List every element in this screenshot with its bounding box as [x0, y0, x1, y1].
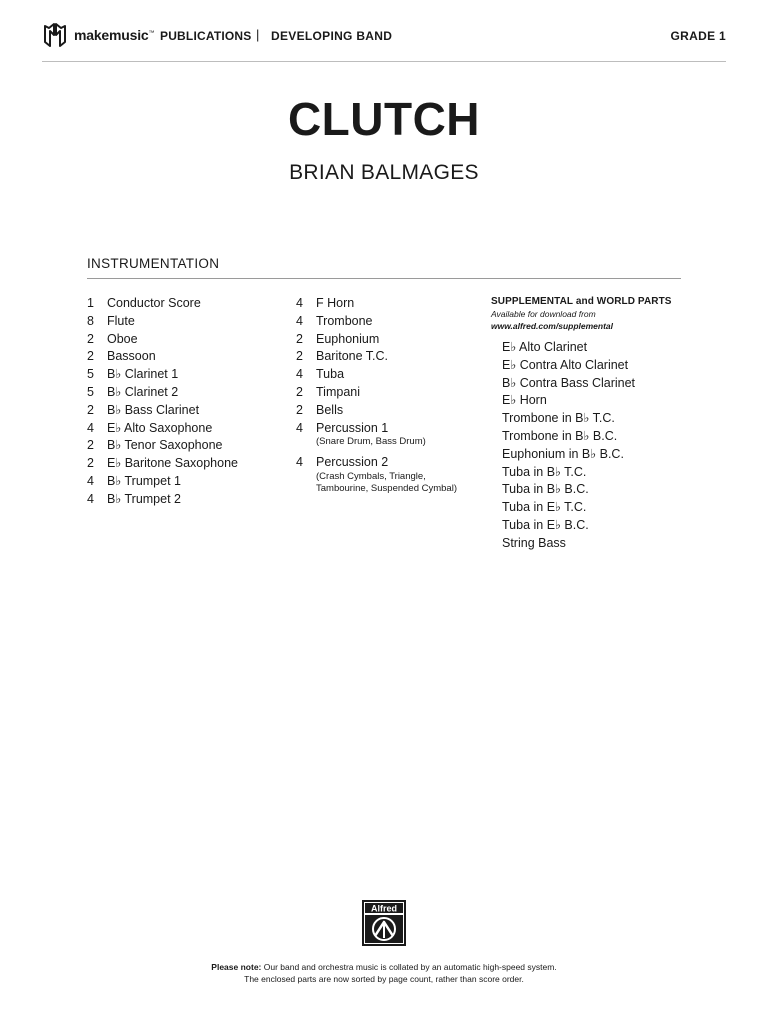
instrument-row [296, 348, 486, 366]
composer-name: BRIAN BALMAGES [289, 161, 479, 184]
instrument-qty: 2 [87, 438, 94, 453]
instrument-name: Bassoon [107, 349, 156, 364]
instrument-name: B♭ Trumpet 1 [107, 473, 181, 488]
instrument-row [87, 348, 287, 366]
instrument-name: Euphonium [316, 331, 380, 346]
supplemental-url: www.alfred.com/supplemental [491, 321, 614, 331]
instrument-name: Baritone T.C. [316, 349, 389, 364]
instrument-row [296, 402, 486, 420]
instrument-name: Percussion 1 [316, 420, 389, 435]
instrument-qty: 2 [296, 384, 303, 399]
instrument-row [296, 313, 486, 331]
instrument-name: E♭ Alto Saxophone [107, 420, 213, 435]
instrument-column-1 [87, 295, 287, 509]
instrument-row [87, 384, 287, 402]
percussion-1-note: (Snare Drum, Bass Drum) [316, 436, 426, 448]
instrument-name: B♭ Trumpet 2 [107, 491, 181, 506]
instrument-qty: 4 [87, 420, 94, 435]
instrument-row [296, 420, 486, 438]
list-item: Tuba in E♭ T.C. [502, 500, 587, 515]
list-item: String Bass [502, 535, 566, 550]
supplemental-subheading: Available for download from [491, 309, 596, 319]
instrument-name: Trombone [316, 313, 373, 328]
instrument-name: B♭ Clarinet 2 [107, 384, 179, 399]
instrument-row [296, 366, 486, 384]
series-name: DEVELOPING BAND [271, 29, 393, 43]
instrument-qty: 1 [87, 296, 94, 310]
instrument-row [296, 331, 486, 349]
instrument-qty: 5 [87, 367, 94, 382]
instrument-row [87, 420, 287, 438]
instrument-row [296, 454, 486, 472]
list-item: Tuba in E♭ B.C. [502, 517, 589, 532]
list-item: Trombone in B♭ T.C. [502, 411, 615, 426]
grade-label: GRADE 1 [670, 29, 726, 43]
instrument-name: Timpani [316, 384, 360, 399]
instrument-name: B♭ Clarinet 1 [107, 367, 179, 382]
instrument-qty: 2 [87, 402, 94, 417]
instrument-qty: 5 [87, 384, 94, 399]
instrument-qty: 2 [87, 456, 94, 471]
list-item: B♭ Contra Bass Clarinet [502, 375, 636, 390]
list-item: Tuba in B♭ B.C. [502, 482, 589, 497]
footer-label: Please note: [211, 962, 262, 972]
instrument-row [87, 295, 287, 313]
header-separator: | [256, 27, 260, 42]
makemusic-logo-icon [42, 22, 70, 48]
list-item: E♭ Horn [502, 393, 547, 408]
percussion-2-note-line-1: (Crash Cymbals, Triangle, [316, 471, 426, 483]
instrument-qty: 4 [296, 420, 303, 435]
instrument-name: B♭ Tenor Saxophone [107, 438, 223, 453]
instrument-name: Conductor Score [107, 296, 201, 310]
instrument-qty: 8 [87, 313, 94, 328]
alfred-logo-text: Alfred [370, 903, 398, 914]
header-divider [42, 61, 726, 62]
page-title: CLUTCH [287, 93, 481, 145]
list-item: E♭ Alto Clarinet [502, 340, 588, 354]
instrument-name: Oboe [107, 331, 138, 346]
instrument-column-2 [296, 295, 486, 495]
instrument-qty: 2 [87, 349, 94, 364]
list-item: Euphonium in B♭ B.C. [502, 446, 624, 461]
instrument-row [87, 366, 287, 384]
supplemental-heading: SUPPLEMENTAL and WORLD PARTS [491, 296, 672, 307]
footer-line-1: Please note: Our band and orchestra music is collated by an automatic high-speed system. [211, 962, 557, 972]
footer-note [0, 962, 768, 985]
instrument-qty: 4 [296, 367, 303, 382]
footer-line-2: The enclosed parts are now sorted by page count, rather than score order. [244, 973, 524, 984]
brand-name: makemusic™ PUBLICATIONS [74, 27, 252, 43]
instrument-qty: 2 [296, 331, 303, 346]
alfred-logo-icon [362, 900, 406, 946]
instrument-name: B♭ Bass Clarinet [107, 402, 200, 417]
instrument-row [87, 437, 287, 455]
instrumentation-heading: INSTRUMENTATION [87, 256, 220, 271]
instrument-qty: 4 [296, 296, 303, 310]
instrument-qty: 2 [296, 349, 303, 364]
instrument-row [87, 313, 287, 331]
instrument-name: Tuba [316, 367, 345, 382]
instrument-row [87, 331, 287, 349]
instrument-row [87, 455, 287, 473]
list-item: E♭ Contra Alto Clarinet [502, 357, 629, 372]
instrument-name: Flute [107, 313, 135, 328]
instrument-name: Bells [316, 402, 344, 417]
instrument-row [296, 295, 486, 313]
instrument-name: Percussion 2 [316, 455, 389, 470]
instrument-qty: 2 [296, 402, 303, 417]
supplemental-list [491, 339, 721, 553]
instrument-row [87, 473, 287, 491]
list-item: Trombone in B♭ B.C. [502, 428, 618, 443]
instrument-row [87, 402, 287, 420]
percussion-2-note-line-2: Tambourine, Suspended Cymbal) [316, 483, 457, 495]
instrument-qty: 4 [87, 491, 94, 506]
instrument-qty: 4 [296, 313, 303, 328]
supplemental-parts [491, 295, 721, 553]
instrument-qty: 4 [87, 473, 94, 488]
instrument-name: E♭ Baritone Saxophone [107, 456, 238, 471]
instrumentation-divider [87, 278, 681, 279]
list-item: Tuba in B♭ T.C. [502, 464, 587, 479]
instrument-qty: 4 [296, 455, 303, 470]
instrument-name: F Horn [316, 296, 355, 310]
instrument-qty: 2 [87, 331, 94, 346]
header [42, 22, 726, 50]
instrument-row [296, 384, 486, 402]
instrument-row [87, 491, 287, 509]
